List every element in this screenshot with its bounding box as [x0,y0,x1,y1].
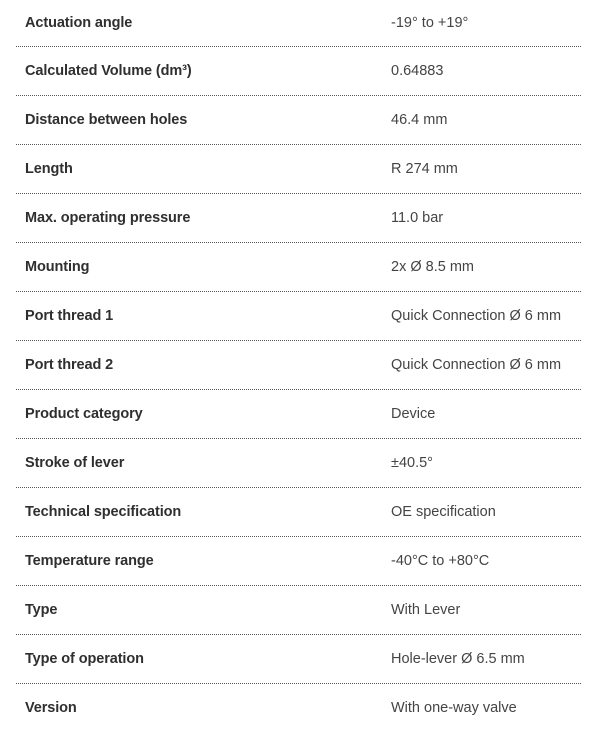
specification-table [16,0,581,732]
spec-row-port-thread-2 [16,341,581,390]
spec-value: R 274 mm [391,161,458,177]
spec-label: Type of operation [25,651,144,667]
spec-value: Hole-lever Ø 6.5 mm [391,651,525,667]
spec-label: Stroke of lever [25,455,125,471]
spec-row-distance-between-holes [16,96,581,145]
spec-value: 0.64883 [391,63,444,79]
spec-row-actuation-angle [16,0,581,47]
spec-row-mounting [16,243,581,292]
spec-label: Technical specification [25,504,182,520]
spec-label: Version [25,700,77,716]
spec-label: Length [25,161,73,177]
spec-row-version [16,684,581,732]
spec-value: 46.4 mm [391,112,448,128]
spec-value: -40°C to +80°C [391,553,490,569]
spec-row-temperature-range [16,537,581,586]
spec-value: With one-way valve [391,700,517,716]
spec-label: Calculated Volume (dm³) [25,63,192,79]
spec-row-port-thread-1 [16,292,581,341]
spec-row-max-operating-pressure [16,194,581,243]
spec-value: With Lever [391,602,461,618]
spec-value: -19° to +19° [391,15,469,31]
spec-value: Device [391,406,436,422]
spec-row-technical-specification [16,488,581,537]
spec-label: Distance between holes [25,112,188,128]
spec-label: Mounting [25,259,90,275]
spec-row-stroke-of-lever [16,439,581,488]
spec-label: Port thread 1 [25,308,114,324]
spec-label: Type [25,602,58,618]
spec-value: ±40.5° [391,455,433,471]
spec-label: Port thread 2 [25,357,114,373]
spec-value: 11.0 bar [391,210,444,226]
spec-row-length [16,145,581,194]
spec-value: OE specification [391,504,496,520]
spec-label: Actuation angle [25,15,133,31]
spec-row-type-of-operation [16,635,581,684]
spec-label: Temperature range [25,553,154,569]
spec-label: Product category [25,406,143,422]
spec-label: Max. operating pressure [25,210,191,226]
spec-value: Quick Connection Ø 6 mm [391,357,562,373]
spec-row-calculated-volume [16,47,581,96]
spec-row-product-category [16,390,581,439]
spec-row-type [16,586,581,635]
spec-value: 2x Ø 8.5 mm [391,259,474,275]
spec-value: Quick Connection Ø 6 mm [391,308,562,324]
